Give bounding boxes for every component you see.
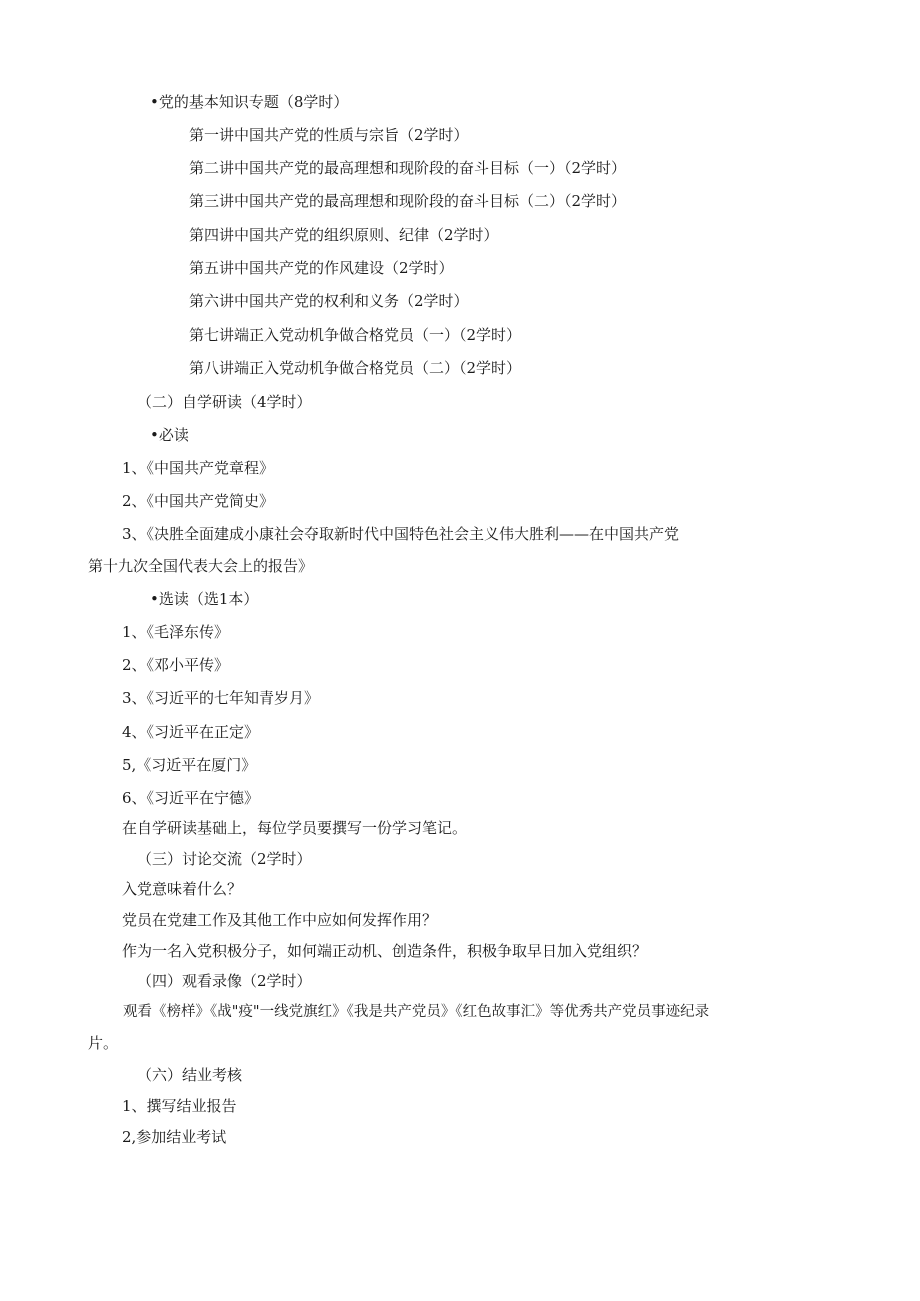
exam-heading: （六）结业考核	[137, 1066, 243, 1084]
optional-item-4: 4、《习近平在正定》	[122, 723, 260, 741]
self-study-heading: （二）自学研读（4学时）	[137, 393, 312, 411]
video-heading: （四）观看录像（2学时）	[137, 972, 312, 990]
discussion-question-1: 入党意味着什么？	[122, 880, 243, 898]
self-study-note: 在自学研读基础上，每位学员要撰写一份学习笔记。	[122, 819, 468, 837]
lecture-2: 第二讲中国共产党的最高理想和现阶段的奋斗目标（一）（2学时）	[189, 159, 627, 177]
video-text-line-2: 片。	[88, 1034, 119, 1052]
required-item-3-continued: 第十九次全国代表大会上的报告》	[88, 557, 314, 575]
optional-item-1: 1、《毛泽东传》	[122, 623, 230, 641]
discussion-question-3: 作为一名入党积极分子，如何端正动机、创造条件，积极争取早日加入党组织？	[122, 942, 648, 960]
required-item-3: 3、《决胜全面建成小康社会夺取新时代中国特色社会主义伟大胜利——在中国共产党	[122, 525, 680, 543]
optional-reading-heading: •选读（选1本）	[150, 590, 259, 608]
lecture-4: 第四讲中国共产党的组织原则、纪律（2学时）	[189, 226, 499, 244]
video-text-line-1: 观看《榜样》《战"疫"一线党旗红》《我是共产党员》《红色故事汇》等优秀共产党员事迹纪录	[123, 1004, 710, 1020]
optional-item-6: 6、《习近平在宁德》	[122, 789, 260, 807]
exam-item-1: 1、撰写结业报告	[122, 1097, 237, 1115]
exam-item-2: 2,参加结业考试	[122, 1128, 227, 1146]
required-reading-heading: •必读	[150, 426, 189, 444]
lecture-3: 第三讲中国共产党的最高理想和现阶段的奋斗目标（二）（2学时）	[189, 192, 627, 210]
optional-item-5: 5,《习近平在厦门》	[122, 756, 257, 774]
discussion-question-2: 党员在党建工作及其他工作中应如何发挥作用？	[122, 911, 438, 929]
lecture-5: 第五讲中国共产党的作风建设（2学时）	[189, 259, 454, 277]
basic-knowledge-heading: •党的基本知识专题（8学时）	[150, 93, 349, 111]
required-item-1: 1、《中国共产党章程》	[122, 459, 275, 477]
optional-item-3: 3、《习近平的七年知青岁月》	[122, 689, 320, 707]
lecture-1: 第一讲中国共产党的性质与宗旨（2学时）	[189, 126, 469, 144]
lecture-8: 第八讲端正入党动机争做合格党员（二）（2学时）	[189, 359, 522, 377]
lecture-7: 第七讲端正入党动机争做合格党员（一）（2学时）	[189, 326, 522, 344]
optional-item-2: 2、《邓小平传》	[122, 656, 230, 674]
discussion-heading: （三）讨论交流（2学时）	[137, 850, 312, 868]
required-item-2: 2、《中国共产党简史》	[122, 492, 275, 510]
lecture-6: 第六讲中国共产党的权利和义务（2学时）	[189, 292, 469, 310]
